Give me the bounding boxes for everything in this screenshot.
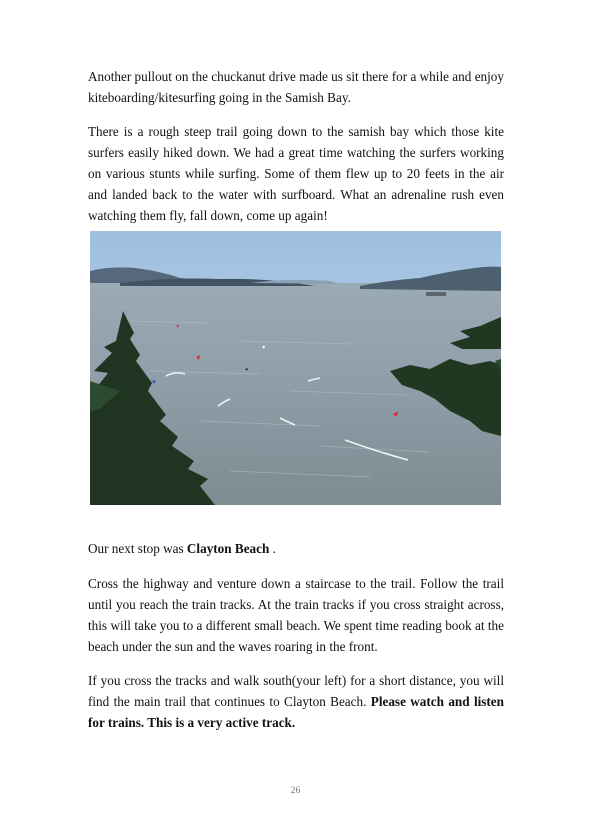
kitesurfing-photo: [90, 231, 501, 505]
paragraph-kite-surfers: There is a rough steep trail going down to the samish bay which those kite surfers easily hiked down. We had a great time watching the surfers working on various stunts while surfing. Some of them flew up to 20 feets in the air and landed back to the water with surfboard. What an adrenaline rush even watching them fly, fall down, come up again!: [88, 124, 504, 223]
paragraph-directions: Cross the highway and venture down a staircase to the trail. Follow the trail until you reach the train tracks. At the train tracks if you cross straight across, this will take you to a different small beach. We spent time reading book at the beach under the sun and the waves roaring in the front.: [88, 576, 504, 654]
main-trail-text: If you cross the tracks and walk south(your left) for a short distance, you will find the main trail that continues to Clayton Beach.: [88, 673, 504, 709]
clayton-beach-heading: Clayton Beach: [186, 541, 270, 556]
paragraph-samish-bay-intro: Another pullout on the chuckanut drive made us sit there for a while and enjoy kiteboarding/kitesurfing going in the Samish Bay.: [88, 69, 504, 105]
paragraph-next-stop: [88, 538, 504, 559]
next-stop-suffix: .: [269, 541, 276, 556]
page-number: 26: [290, 786, 301, 796]
train-warning: Please watch and listen for trains. This is a very active track.: [88, 694, 504, 730]
next-stop-text: Our next stop was: [88, 541, 187, 556]
paragraph-main-trail: [88, 670, 504, 733]
ship: [426, 292, 446, 296]
samish-bay-image: [90, 231, 501, 505]
